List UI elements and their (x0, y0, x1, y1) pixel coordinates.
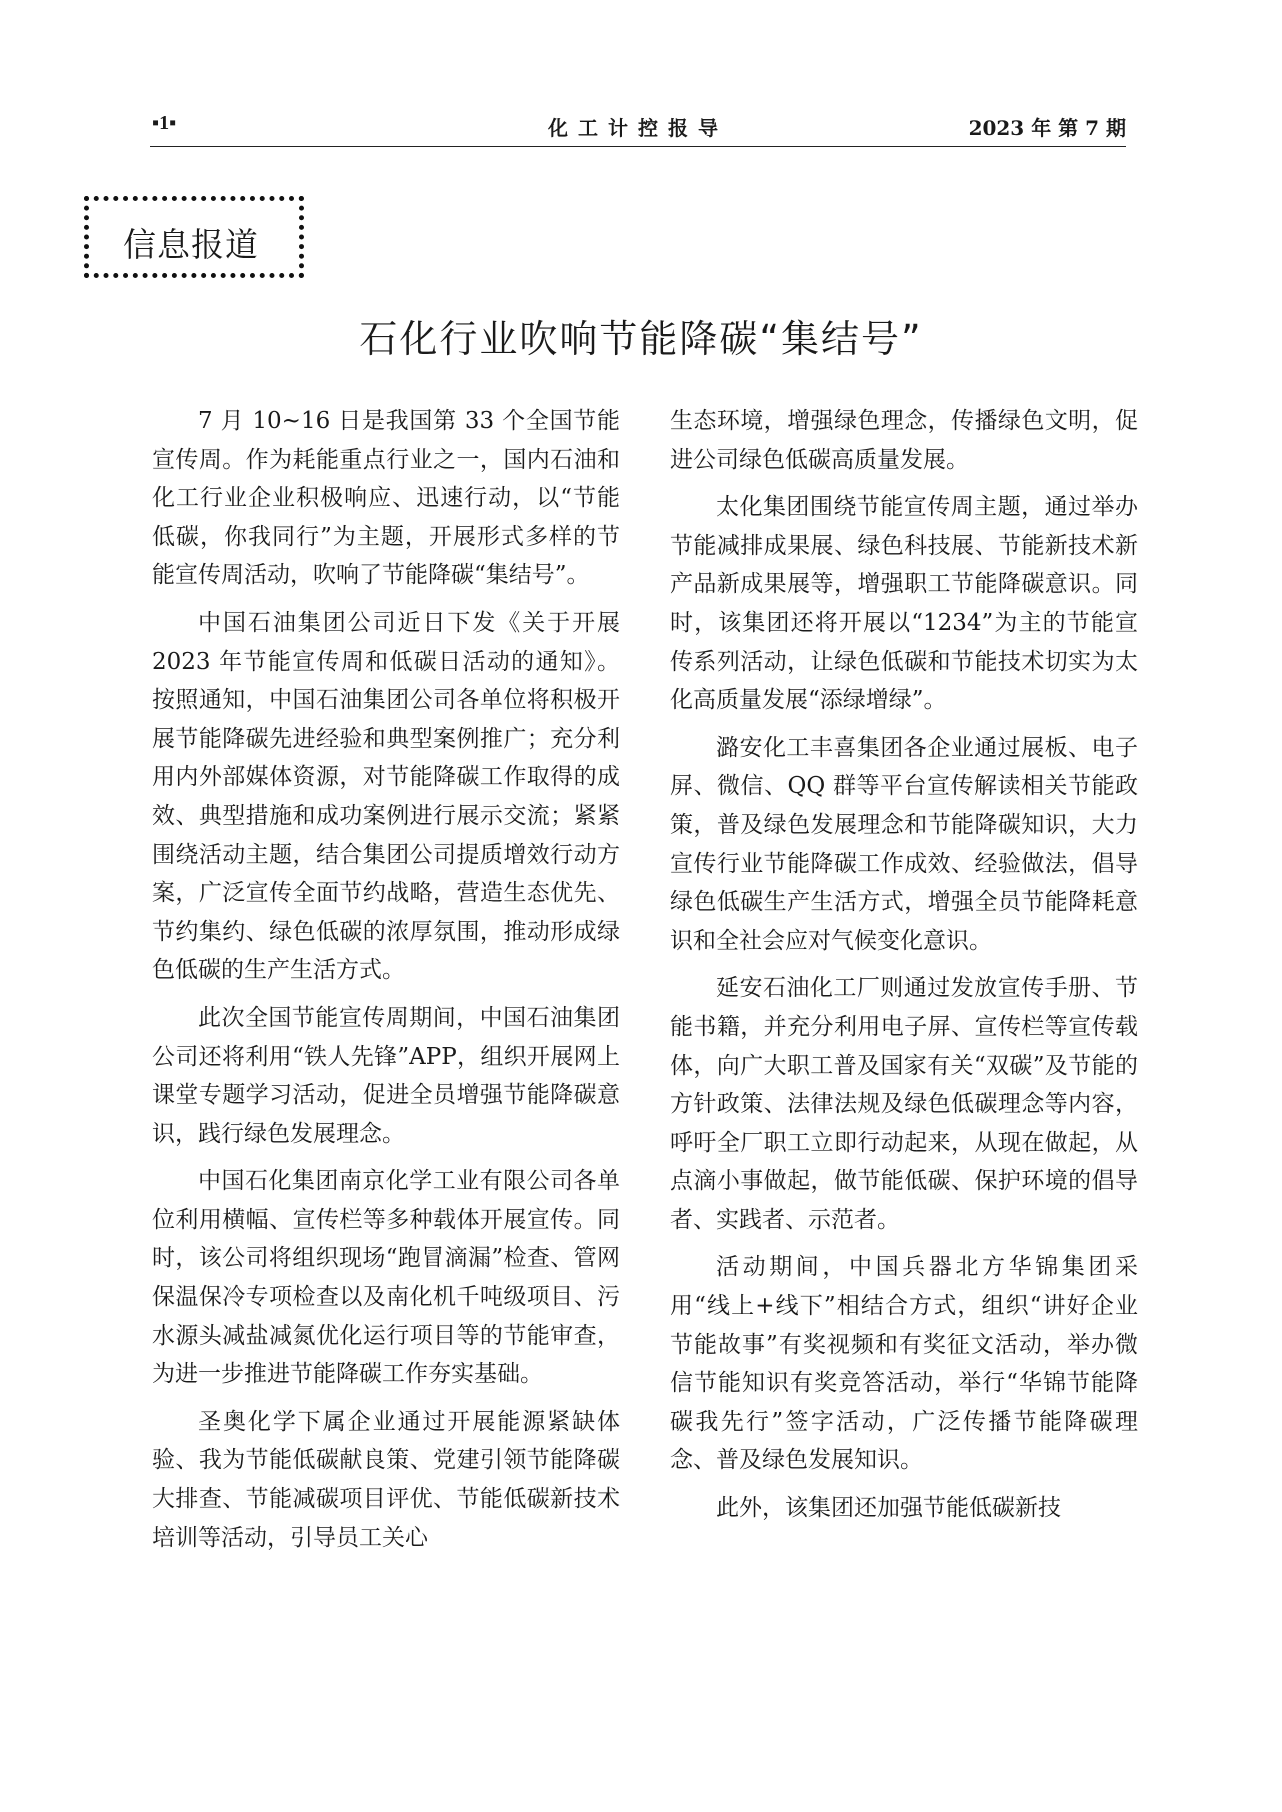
paragraph: 此外，该集团还加强节能低碳新技 (716, 1495, 1061, 1522)
right-column (670, 402, 1138, 1537)
paragraph: 此次全国节能宣传周期间，中国石油集团公司还将利用“铁人先锋”APP，组织开展网上课堂专题学习活动，促进全员增强节能降碳意识，践行绿色发展理念。 (152, 1004, 620, 1147)
left-column (152, 402, 620, 1566)
paragraph: 中国石油集团公司近日下发《关于开展 2023 年节能宣传周和低碳日活动的通知》。按照通知，中国石油集团公司各单位将积极开展节能降碳先进经验和典型案例推广；充分利用内外部媒体资源，对节能降碳工作取得的成效、典型措施和成功案例进行展示交流；紧紧围绕活动主题，结合集团公司提质增效行动方案，广泛宣传全面节约战略，营造生态优先、节约集约、绿色低碳的浓厚氛围，推动形成绿色低碳的生产生活方式。 (152, 609, 620, 984)
article-title: 石化行业吹响节能降碳“集结号” (359, 317, 923, 361)
paragraph: 活动期间，中国兵器北方华锦集团采用“线上+线下”相结合方式，组织“讲好企业节能故事”有奖视频和有奖征文活动，举办微信节能知识有奖竞答活动，举行“华锦节能降碳我先行”签字活动，广泛传播节能降碳理念、普及绿色发展知识。 (670, 1254, 1138, 1474)
section-label: 信息报道 (123, 225, 259, 264)
paragraph: 太化集团围绕节能宣传周主题，通过举办节能减排成果展、绿色科技展、节能新技术新产品新成果展等，增强职工节能降碳意识。同时，该集团还将开展以“1234”为主的节能宣传系列活动，让绿色低碳和节能技术切实为太化高质量发展“添绿增绿”。 (670, 494, 1138, 714)
journal-name: 化工计控报导 (548, 116, 728, 140)
paragraph-continuation: 生态环境，增强绿色理念，传播绿色文明，促进公司绿色低碳高质量发展。 (670, 408, 1138, 473)
paragraph: 7 月 10~16 日是我国第 33 个全国节能宣传周。作为耗能重点行业之一，国内石油和化工行业企业积极响应、迅速行动，以“节能低碳，你我同行”为主题，开展形式多样的节能宣传周活动，吹响了节能降碳“集结号”。 (152, 408, 620, 589)
running-header (150, 106, 1126, 147)
paragraph: 延安石油化工厂则通过发放宣传手册、节能书籍，并充分利用电子屏、宣传栏等宣传载体，向广大职工普及国家有关“双碳”及节能的方针政策、法律法规及绿色低碳理念等内容，呼吁全厂职工立即行动起来，从现在做起，从点滴小事做起，做节能低碳、保护环境的倡导者、实践者、示范者。 (670, 975, 1138, 1233)
issue-label: 2023 年 第 7 期 (968, 116, 1126, 140)
page-number: ▪1▪ (152, 112, 177, 134)
paragraph: 圣奥化学下属企业通过开展能源紧缺体验、我为节能低碳献良策、党建引领节能降碳大排查、节能减碳项目评优、节能低碳新技术培训等活动，引导员工关心 (152, 1408, 620, 1551)
paragraph: 中国石化集团南京化学工业有限公司各单位利用横幅、宣传栏等多种载体开展宣传。同时，该公司将组织现场“跑冒滴漏”检查、管网保温保冷专项检查以及南化机千吨级项目、污水源头减盐减氮优化运行项目等的节能审查，为进一步推进节能降碳工作夯实基础。 (152, 1168, 620, 1388)
paragraph: 潞安化工丰喜集团各企业通过展板、电子屏、微信、QQ 群等平台宣传解读相关节能政策，普及绿色发展理念和节能降碳知识，大力宣传行业节能降碳工作成效、经验做法，倡导绿色低碳生产生活方式，增强全员节能降耗意识和全社会应对气候变化意识。 (670, 734, 1138, 954)
section-box (84, 196, 304, 278)
